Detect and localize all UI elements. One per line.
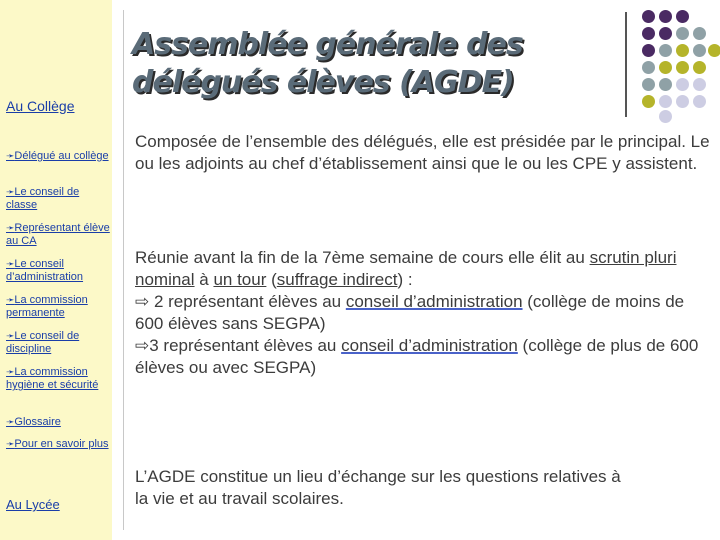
arrow-icon: ➛ xyxy=(6,417,15,428)
arrow-icon: ➛ xyxy=(6,151,15,162)
decor-dot xyxy=(659,95,672,108)
decor-dot xyxy=(659,61,672,74)
paragraph-composition: Composée de l’ensemble des délégués, elle est présidée par le principal. Le ou les adjoints au chef d’établissement ainsi que le ou les CPE y assistent. xyxy=(135,132,710,173)
decor-dot xyxy=(642,44,655,57)
link-un-tour[interactable]: un tour xyxy=(213,270,267,289)
decor-dot xyxy=(642,10,655,23)
nav-commission-permanente[interactable]: ➛La commission permanente xyxy=(6,294,88,319)
nav-delegue-college[interactable]: ➛Délégué au collège xyxy=(6,150,109,162)
decor-dot xyxy=(676,44,689,57)
decor-dot xyxy=(642,78,655,91)
arrow-right-icon: ⇨ xyxy=(135,292,150,311)
divider-line xyxy=(123,10,124,530)
arrow-icon: ➛ xyxy=(6,223,15,234)
decor-line xyxy=(625,12,627,117)
decor-dot xyxy=(659,10,672,23)
arrow-icon: ➛ xyxy=(6,259,15,270)
sidebar xyxy=(0,0,112,540)
decor-dot xyxy=(708,44,720,57)
arrow-icon: ➛ xyxy=(6,187,15,198)
decor-dot xyxy=(676,61,689,74)
decor-dot xyxy=(642,95,655,108)
decor-dot xyxy=(659,110,672,123)
arrow-icon: ➛ xyxy=(6,439,15,450)
arrow-icon: ➛ xyxy=(6,367,15,378)
nav-commission-hygiene[interactable]: ➛La commission hygiène et sécurité xyxy=(6,366,99,391)
decor-dot xyxy=(693,78,706,91)
sidebar-link-lycee[interactable]: Au Lycée xyxy=(6,497,60,512)
decor-dot xyxy=(676,95,689,108)
decor-dot xyxy=(693,44,706,57)
decor-dot xyxy=(693,95,706,108)
decor-dot xyxy=(693,27,706,40)
decor-dot xyxy=(676,10,689,23)
nav-glossaire[interactable]: ➛Glossaire xyxy=(6,416,61,428)
nav-representant-ca[interactable]: ➛Représentant élève au CA xyxy=(6,222,110,247)
nav-conseil-administration[interactable]: ➛Le conseil d’administration xyxy=(6,258,84,283)
nav-pour-en-savoir-plus[interactable]: ➛Pour en savoir plus xyxy=(6,438,109,450)
nav-conseil-classe[interactable]: ➛Le conseil de classe xyxy=(6,186,80,211)
page-title: Assemblée générale des délégués élèves (AGDE) xyxy=(132,27,523,100)
decor-dot xyxy=(642,61,655,74)
link-conseil-administration[interactable]: conseil d’administration xyxy=(345,292,523,311)
decor-dots xyxy=(632,10,720,120)
arrow-right-icon: ⇨ xyxy=(135,336,150,355)
link-scrutin[interactable]: scrutin pluri nominal xyxy=(135,248,677,289)
paragraph-election: Réunie avant la fin de la 7ème semaine de cours elle élit au scrutin pluri nominal à un tour (suffrage indirect) : ⇨ 2 représentant élèves au conseil d’administration (collège de moins de 600 élèves sans SEGPA) ⇨3 représentant élèves au conseil d’administration (collège de plus de 600 élèves ou avec SEGPA) xyxy=(135,248,699,377)
arrow-icon: ➛ xyxy=(6,331,15,342)
decor-dot xyxy=(642,27,655,40)
decor-dot xyxy=(659,44,672,57)
decor-dot xyxy=(676,78,689,91)
decor-dot xyxy=(676,27,689,40)
paragraph-agde: L’AGDE constitue un lieu d’échange sur les questions relatives à la vie et au travail scolaires. xyxy=(135,467,621,508)
sidebar-title-college[interactable]: Au Collège xyxy=(6,98,75,114)
link-conseil-administration-2[interactable]: conseil d’administration xyxy=(341,336,518,355)
decor-dot xyxy=(693,61,706,74)
link-suffrage-indirect[interactable]: suffrage indirect xyxy=(276,270,398,289)
decor-dot xyxy=(659,78,672,91)
decor-dot xyxy=(659,27,672,40)
nav-conseil-discipline[interactable]: ➛Le conseil de discipline xyxy=(6,330,80,355)
arrow-icon: ➛ xyxy=(6,295,15,306)
